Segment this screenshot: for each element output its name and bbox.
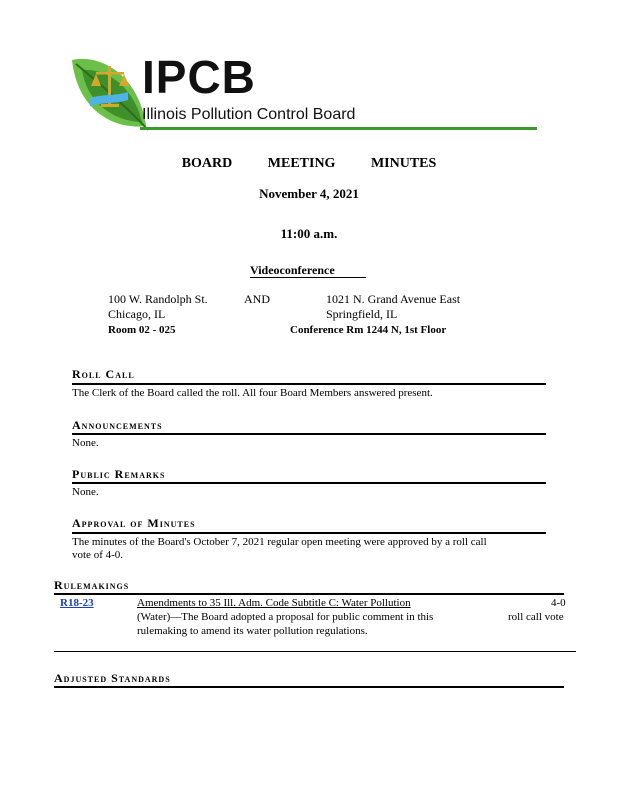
chicago-room: Room 02 - 025 bbox=[108, 324, 176, 336]
rulemaking-text-1: (Water)—The Board adopted a proposal for public comment in this bbox=[137, 611, 434, 623]
announcements-heading: Announcements bbox=[72, 418, 163, 432]
approval-heading: Approval of Minutes bbox=[72, 516, 196, 530]
adjusted-standards-heading: Adjusted Standards bbox=[54, 671, 171, 685]
roll-call-rule bbox=[72, 383, 546, 385]
announcements-text: None. bbox=[72, 437, 99, 449]
approval-text-1: The minutes of the Board's October 7, 2021 regular open meeting were approved by a roll call bbox=[72, 536, 487, 548]
springfield-city: Springfield, IL bbox=[326, 307, 398, 321]
public-remarks-rule bbox=[72, 482, 546, 484]
venue-underline bbox=[250, 277, 366, 278]
roll-call-heading: Roll Call bbox=[72, 367, 135, 381]
ipcb-leaf-logo bbox=[68, 52, 150, 132]
rulemaking-title: Amendments to 35 Ill. Adm. Code Subtitle C: Water Pollution bbox=[137, 597, 411, 609]
public-remarks-text: None. bbox=[72, 486, 99, 498]
brand-name: IPCB bbox=[142, 51, 256, 103]
adjusted-standards-rule bbox=[54, 686, 564, 688]
docket-link-r18-23[interactable]: R18-23 bbox=[60, 597, 94, 609]
rulemakings-rule bbox=[54, 593, 564, 595]
rulemaking-text-2: rulemaking to amend its water pollution regulations. bbox=[137, 625, 368, 637]
meeting-date: November 4, 2021 bbox=[259, 186, 359, 201]
meeting-time: 11:00 a.m. bbox=[280, 226, 338, 241]
approval-text-2: vote of 4-0. bbox=[72, 549, 124, 561]
chicago-address: 100 W. Randolph St. bbox=[108, 292, 208, 306]
rulemakings-heading: Rulemakings bbox=[54, 578, 130, 592]
announcements-rule bbox=[72, 433, 546, 435]
rulemaking-row-rule bbox=[54, 651, 576, 652]
springfield-address: 1021 N. Grand Avenue East bbox=[326, 292, 461, 306]
rulemaking-vote: 4-0 bbox=[551, 597, 566, 609]
springfield-room: Conference Rm 1244 N, 1st Floor bbox=[290, 324, 447, 336]
brand-subtitle: Illinois Pollution Control Board bbox=[142, 106, 356, 123]
rulemaking-vote-desc: roll call vote bbox=[508, 611, 564, 623]
public-remarks-heading: Public Remarks bbox=[72, 467, 166, 481]
document-title: BOARD MEETING MINUTES bbox=[181, 156, 437, 171]
header-rule bbox=[140, 127, 537, 130]
and-label: AND bbox=[244, 292, 270, 306]
approval-rule bbox=[72, 532, 546, 534]
roll-call-text: The Clerk of the Board called the roll. All four Board Members answered present. bbox=[72, 387, 433, 399]
meeting-venue: Videoconference bbox=[250, 263, 335, 277]
chicago-city: Chicago, IL bbox=[108, 307, 166, 321]
